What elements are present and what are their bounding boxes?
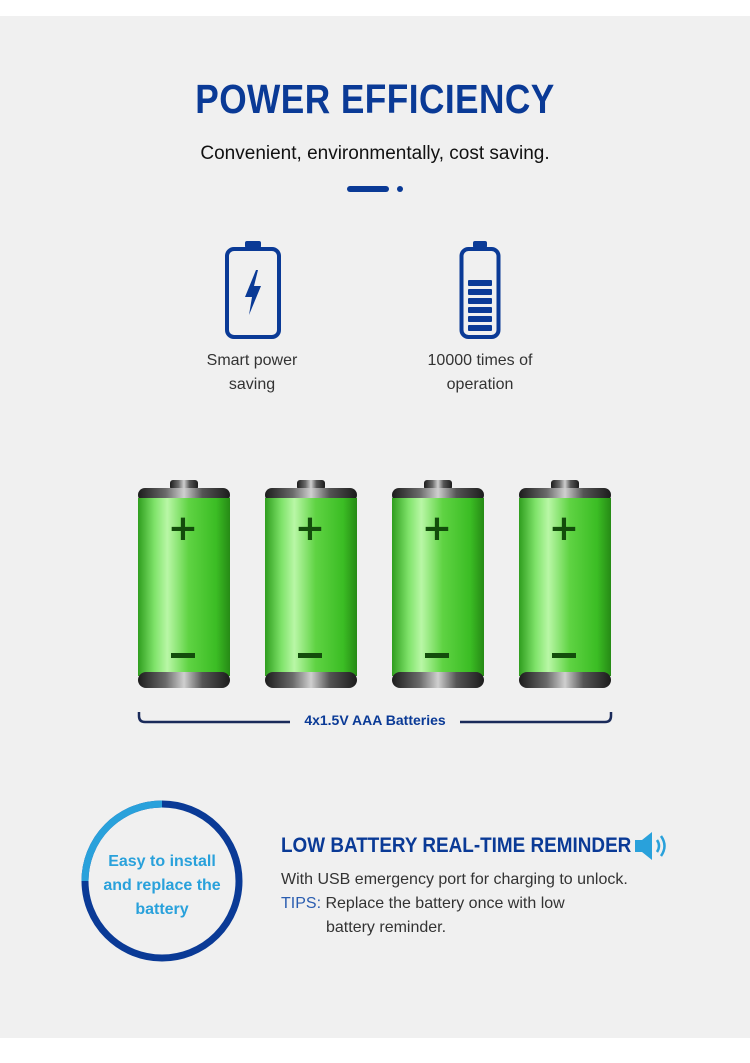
title-divider-dot <box>397 186 403 192</box>
battery-3 <box>390 478 486 690</box>
reminder-title: LOW BATTERY REAL-TIME REMINDER <box>281 834 632 857</box>
battery-minus-sign <box>425 653 449 658</box>
reminder-line: With USB emergency port for charging to unlock. <box>281 871 628 888</box>
reminder-description <box>281 868 701 940</box>
feature-operations <box>390 349 570 397</box>
feature-label-line: Smart power <box>206 352 298 369</box>
tips-line <box>281 892 701 916</box>
feature-label-line: saving <box>228 376 276 393</box>
title-divider-dash <box>347 186 389 192</box>
battery-2 <box>263 478 359 690</box>
speaker-icon <box>632 829 672 863</box>
feature-smart-power <box>162 349 342 397</box>
battery-4 <box>517 478 613 690</box>
battery-1 <box>136 478 232 690</box>
battery-minus-sign <box>298 653 322 658</box>
batteries-label: 4x1.5V AAA Batteries <box>290 712 460 728</box>
tips-label: TIPS: <box>281 895 322 912</box>
battery-plus-sign: + <box>294 508 326 549</box>
tips-text: Replace the battery once with low <box>325 895 565 912</box>
page-title: POWER EFFICIENCY <box>195 76 555 122</box>
battery-plus-sign: + <box>167 508 199 549</box>
battery-minus-sign <box>171 653 195 658</box>
battery-plus-sign: + <box>421 508 453 549</box>
battery-lightning-icon <box>224 240 282 340</box>
feature-label-line: 10000 times of <box>427 352 533 369</box>
battery-plus-sign: + <box>548 508 580 549</box>
page-subtitle: Convenient, environmentally, cost saving. <box>200 143 550 164</box>
feature-label-line: operation <box>446 376 514 393</box>
battery-minus-sign <box>552 653 576 658</box>
battery-full-icon <box>459 240 501 340</box>
install-badge-text: Easy to install and replace the battery <box>103 853 221 918</box>
tips-text-continued: battery reminder. <box>326 919 447 936</box>
